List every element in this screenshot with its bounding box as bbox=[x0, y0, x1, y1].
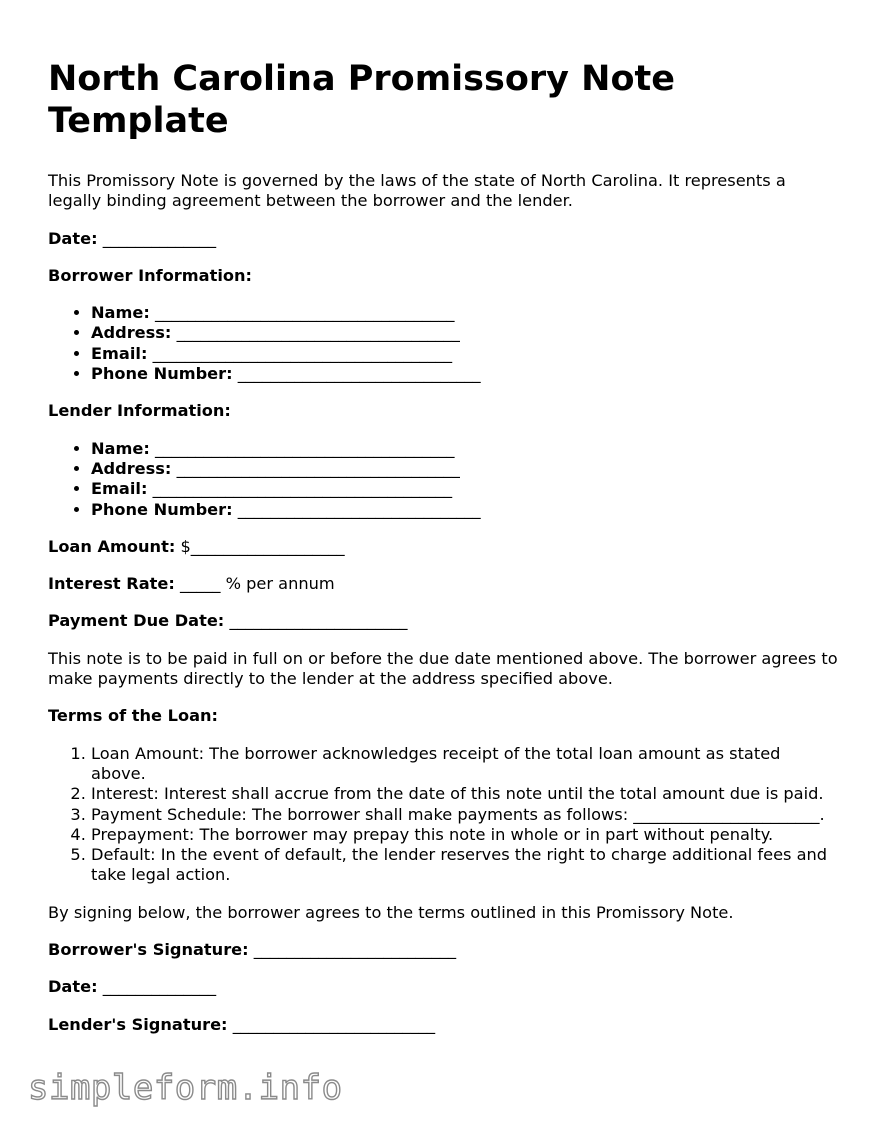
intro-paragraph: This Promissory Note is governed by the laws of the state of North Carolina. It represents a legally binding agreement between the borrower and the lender. bbox=[48, 171, 786, 211]
signature-date-blank: ______________ bbox=[102, 977, 217, 997]
lender-phone-item bbox=[91, 500, 838, 520]
document-body bbox=[48, 58, 838, 1052]
interest-rate-value: _____ % per annum bbox=[179, 574, 335, 594]
borrower-signature-blank: _________________________ bbox=[253, 940, 457, 960]
terms-item-prepayment: 4. Prepayment: The borrower may prepay this note in whole or in part without penalty. bbox=[91, 825, 838, 845]
lender-name-label: Name: bbox=[91, 438, 150, 458]
borrower-phone-item bbox=[91, 364, 838, 384]
payment-due-date-label: Payment Due Date: bbox=[48, 611, 225, 631]
borrower-email-blank: _____________________________________ bbox=[152, 343, 453, 363]
borrower-email-item bbox=[91, 344, 838, 364]
signature-date-line bbox=[48, 977, 838, 997]
loan-amount-line bbox=[48, 537, 838, 557]
borrower-address-blank: ___________________________________ bbox=[176, 323, 460, 343]
lender-signature-label: Lender's Signature: bbox=[48, 1014, 228, 1034]
terms-list bbox=[48, 744, 838, 886]
borrower-phone-label: Phone Number: bbox=[91, 364, 233, 384]
date-blank: ______________ bbox=[102, 228, 217, 248]
payment-due-date-blank: ______________________ bbox=[229, 611, 408, 631]
document-title: North Carolina Promissory Note Template bbox=[48, 59, 675, 141]
borrower-address-label: Address: bbox=[91, 323, 172, 343]
lender-phone-label: Phone Number: bbox=[91, 499, 233, 519]
date-label: Date: bbox=[48, 228, 98, 248]
lender-email-label: Email: bbox=[91, 479, 148, 499]
terms-item-default: 5. Default: In the event of default, the lender reserves the right to charge additional fees and take legal action. bbox=[91, 845, 838, 886]
lender-address-blank: ___________________________________ bbox=[176, 458, 460, 478]
lender-heading: Lender Information: bbox=[48, 401, 231, 421]
borrower-signature-line bbox=[48, 940, 838, 960]
agreement-paragraph: By signing below, the borrower agrees to the terms outlined in this Promissory Note. bbox=[48, 902, 734, 922]
payment-note-paragraph: This note is to be paid in full on or before the due date mentioned above. The borrower agrees to make payments directly to the lender at the address specified above. bbox=[48, 648, 838, 689]
lender-email-item bbox=[91, 479, 838, 499]
lender-email-blank: _____________________________________ bbox=[152, 479, 453, 499]
lender-info-list bbox=[48, 439, 838, 520]
site-watermark: simpleform.info bbox=[28, 1068, 343, 1108]
lender-name-blank: _____________________________________ bbox=[154, 438, 455, 458]
terms-heading: Terms of the Loan: bbox=[48, 706, 219, 726]
terms-item-loan-amount: 1. Loan Amount: The borrower acknowledges receipt of the total loan amount as stated above. bbox=[91, 744, 838, 785]
date-line bbox=[48, 229, 838, 249]
lender-name-item bbox=[91, 439, 838, 459]
payment-due-date-line bbox=[48, 611, 838, 631]
borrower-name-label: Name: bbox=[91, 303, 150, 323]
borrower-phone-blank: ______________________________ bbox=[237, 364, 481, 384]
signature-date-label: Date: bbox=[48, 977, 98, 997]
borrower-heading: Borrower Information: bbox=[48, 265, 252, 285]
interest-rate-line bbox=[48, 574, 838, 594]
borrower-address-item bbox=[91, 323, 838, 343]
borrower-signature-label: Borrower's Signature: bbox=[48, 940, 249, 960]
lender-address-item bbox=[91, 459, 838, 479]
lender-address-label: Address: bbox=[91, 458, 172, 478]
lender-phone-blank: ______________________________ bbox=[237, 499, 481, 519]
borrower-name-item bbox=[91, 303, 838, 323]
terms-item-payment-schedule: 3. Payment Schedule: The borrower shall make payments as follows: _______________________. bbox=[91, 805, 838, 825]
lender-signature-blank: _________________________ bbox=[232, 1014, 436, 1034]
loan-amount-value: $___________________ bbox=[180, 536, 345, 556]
lender-signature-line bbox=[48, 1015, 838, 1035]
terms-item-interest: 2. Interest: Interest shall accrue from the date of this note until the total amount due is paid. bbox=[91, 784, 838, 804]
borrower-name-blank: _____________________________________ bbox=[154, 303, 455, 323]
interest-rate-label: Interest Rate: bbox=[48, 574, 175, 594]
borrower-info-list bbox=[48, 303, 838, 384]
loan-amount-label: Loan Amount: bbox=[48, 536, 176, 556]
borrower-email-label: Email: bbox=[91, 343, 148, 363]
